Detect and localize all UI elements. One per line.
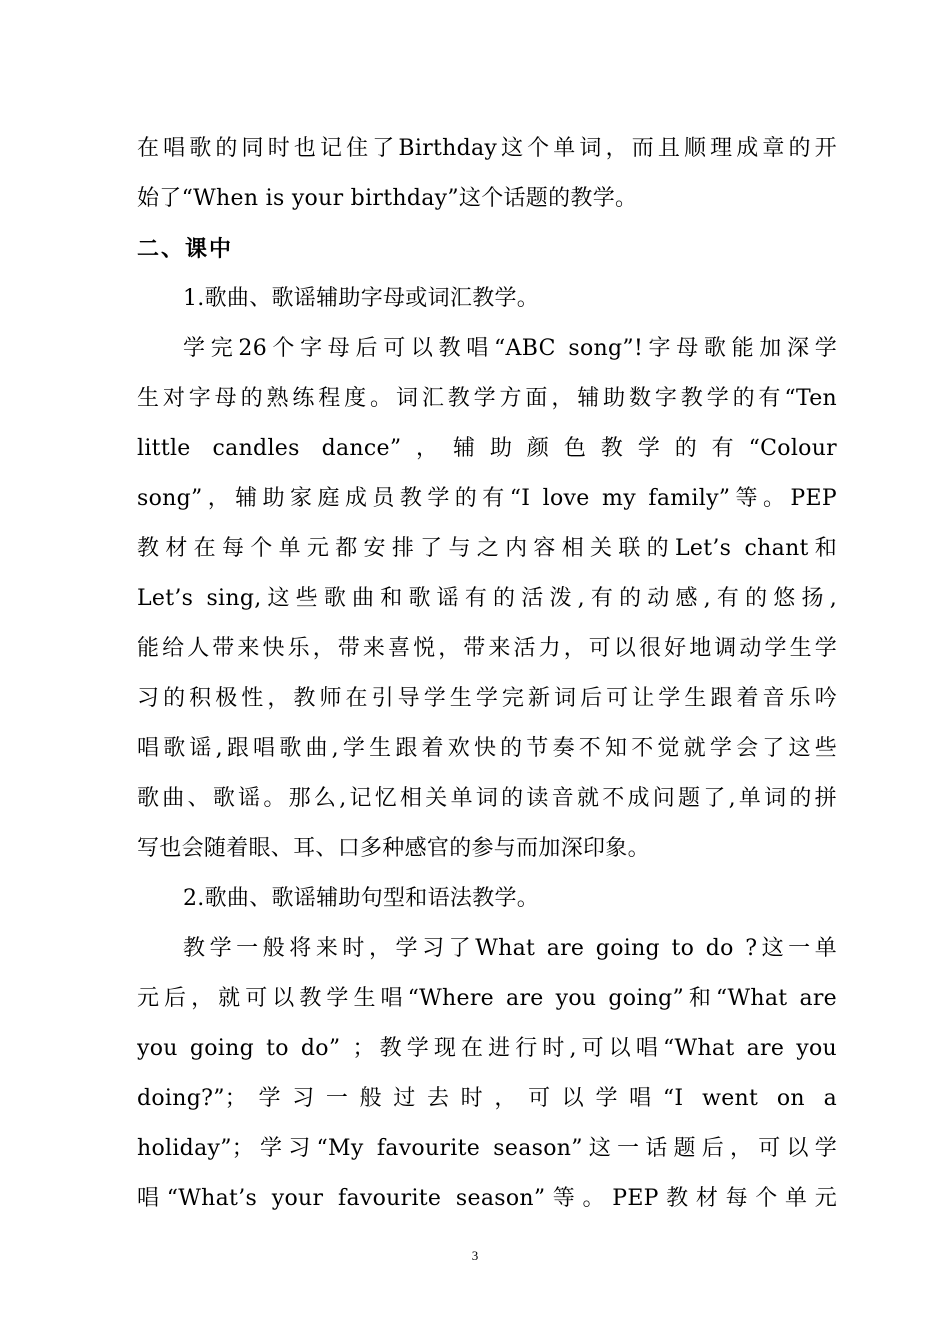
subheading-2: 2.歌曲、歌谣辅助句型和语法教学。 xyxy=(183,886,540,911)
text-line-5: 学完26个字母后可以教唱“ABC song”!字母歌能加深学 xyxy=(183,336,837,361)
subheading-1: 1.歌曲、歌谣辅助字母或词汇教学。 xyxy=(183,286,540,311)
text-line-12: 习的积极性，教师在引导学生学完新词后可让学生跟着音乐吟 xyxy=(137,686,837,711)
text-line-20: doing?”；学习一般过去时，可以学唱“I went on a xyxy=(137,1086,837,1111)
text-line-7: little candles dance”，辅助颜色教学的有“Colour xyxy=(137,436,837,461)
section-heading: 二、课中 xyxy=(137,236,234,262)
text-line-14: 歌曲、歌谣。那么,记忆相关单词的读音就不成问题了,单词的拼 xyxy=(137,786,837,811)
text-line-10: Let’s sing,这些歌曲和歌谣有的活泼,有的动感,有的悠扬, xyxy=(137,586,837,611)
text-line-19: you going to do” ；教学现在进行时,可以唱“What are you xyxy=(137,1036,837,1061)
text-line-9: 教材在每个单元都安排了与之内容相关联的Let’s chant和 xyxy=(137,536,837,561)
text-line-17: 教学一般将来时，学习了What are going to do ?这一单 xyxy=(183,936,837,961)
text-line-18: 元后，就可以教学生唱“Where are you going”和“What are xyxy=(137,986,837,1011)
text-line-21: holiday”；学习“My favourite season”这一话题后，可以学 xyxy=(137,1136,837,1161)
page-number: 3 xyxy=(471,1248,479,1263)
text-line-2: 始了“When is your birthday”这个话题的教学。 xyxy=(137,186,638,211)
text-line-15: 写也会随着眼、耳、口多种感官的参与而加深印象。 xyxy=(137,836,650,861)
text-line-1: 在唱歌的同时也记住了Birthday这个单词，而且顺理成章的开 xyxy=(137,136,837,161)
text-line-22: 唱“What’s your favourite season”等。PEP教材每个单元 xyxy=(137,1186,837,1211)
text-line-11: 能给人带来快乐，带来喜悦，带来活力，可以很好地调动学生学 xyxy=(137,636,837,661)
text-line-8: song”，辅助家庭成员教学的有“I love my family”等。PEP xyxy=(137,486,837,511)
text-line-13: 唱歌谣,跟唱歌曲,学生跟着欢快的节奏不知不觉就学会了这些 xyxy=(137,736,837,761)
text-line-6: 生对字母的熟练程度。词汇教学方面，辅助数字教学的有“Ten xyxy=(137,386,837,411)
